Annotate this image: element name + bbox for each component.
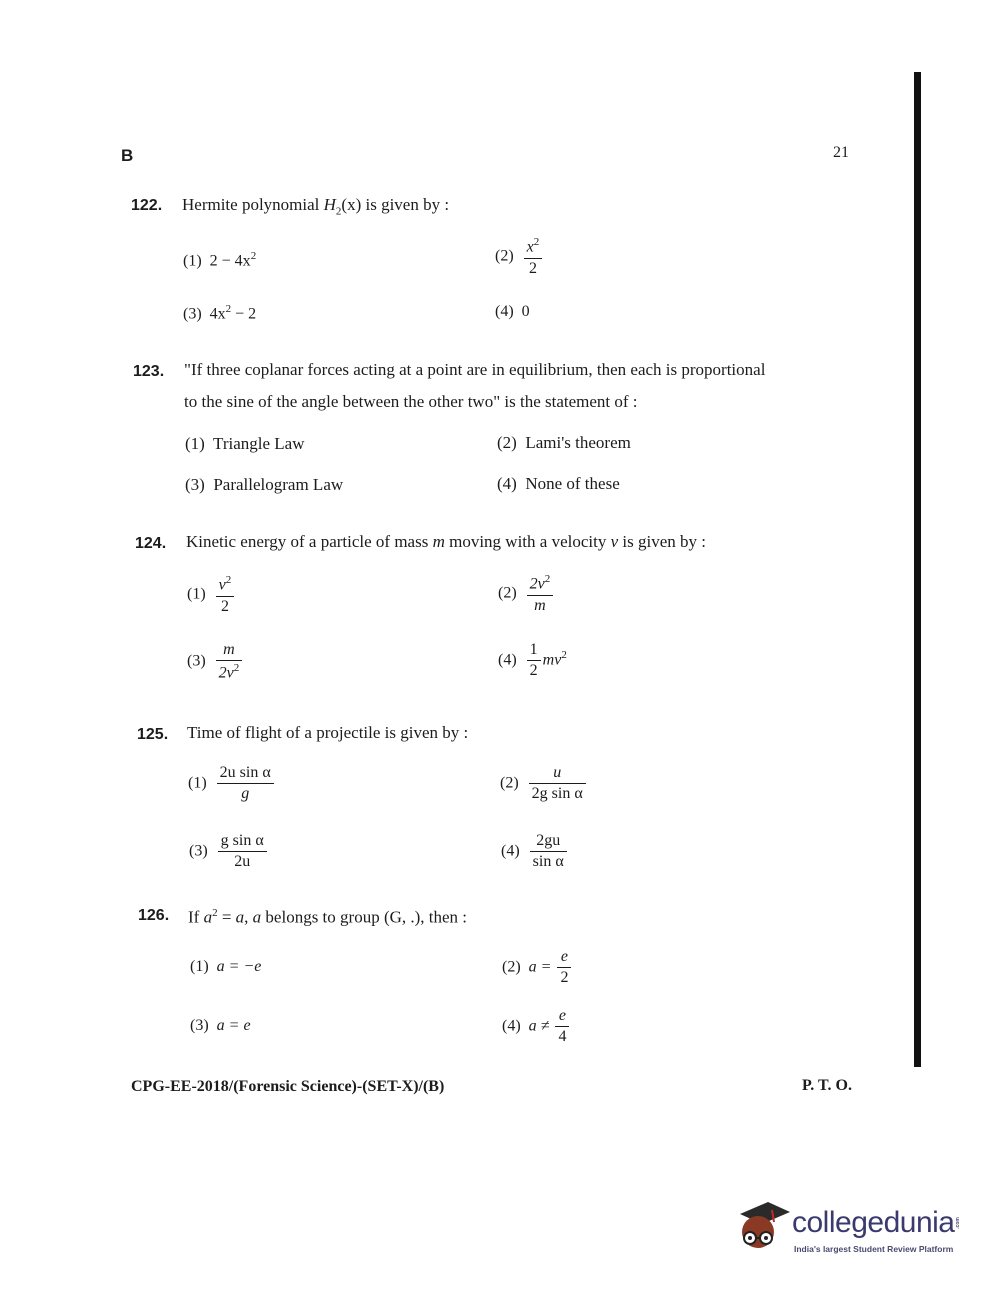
question-number: 122. [131, 197, 163, 214]
brand-dotcom: .com [954, 1217, 961, 1229]
question-text-line-1: "If three coplanar forces acting at a point are in equilibrium, then each is proportional [184, 360, 766, 379]
question-text: Time of flight of a projectile is given by : [187, 723, 469, 742]
option-3: (3) $\frac{m}{2v^2}$ [187, 641, 244, 683]
option-4: (4) a ≠ $\frac{e}{4}$ [502, 1007, 571, 1047]
question-text: If $a^2 = a$, a belongs to group (G, .), then : [188, 907, 468, 927]
option-1: (1) $\frac{v^2}{2}$ [187, 574, 236, 616]
question-number: 124. [135, 535, 167, 552]
option-3: (3) $\frac{\text{g sin α}}{2u}$ [189, 832, 269, 872]
option-2: (2) a = $\frac{e}{2}$ [502, 948, 573, 988]
option-3: (3) Parallelogram Law [185, 475, 344, 494]
option-3: (3) $4x^2 - 2$ [183, 303, 257, 323]
page-edge-bar [914, 72, 921, 1067]
option-2: (2) $\frac{u}{\text{2g sin α}}$ [500, 764, 588, 804]
question-number: 125. [137, 726, 169, 743]
option-4: (4) $\frac{1}{2}$ $mv^2$ [498, 641, 567, 680]
option-1: (1) Triangle Law [185, 434, 305, 453]
set-letter: B [121, 146, 134, 165]
pto-label: P. T. O. [802, 1077, 852, 1094]
option-1: (1) $2 - 4x^2$ [183, 250, 257, 270]
question-text: Kinetic energy of a particle of mass m moving with a velocity v is given by : [186, 532, 706, 551]
option-1: (1) a = −e [190, 958, 262, 975]
collegedunia-watermark [734, 1196, 964, 1266]
option-4: (4) 0 [495, 303, 530, 320]
brand-name: collegedunia [792, 1206, 955, 1239]
option-1: (1) $\frac{\text{2u sin α}}{g}$ [188, 764, 276, 804]
question-text: Hermite polynomial $H_2(x)$ is given by : [182, 195, 450, 218]
question-number: 126. [138, 907, 170, 924]
brand-tagline: India's largest Student Review Platform [794, 1244, 954, 1254]
mascot-icon [734, 1198, 792, 1256]
exam-code: CPG-EE-2018/(Forensic Science)-(SET-X)/(B) [131, 1078, 445, 1095]
option-2: (2) Lami's theorem [497, 433, 631, 452]
question-number: 123. [133, 363, 165, 380]
option-2: (2) $\frac{x^2}{2}$ [495, 236, 544, 278]
option-4: (4) $\frac{2gu}{\text{sin α}}$ [501, 832, 569, 872]
option-2: (2) $\frac{2v^2}{m}$ [498, 573, 555, 615]
question-text-line-2: to the sine of the angle between the other two" is the statement of : [184, 392, 638, 411]
option-3: (3) a = e [190, 1017, 251, 1034]
page-number: 21 [833, 144, 849, 161]
option-4: (4) None of these [497, 474, 620, 493]
